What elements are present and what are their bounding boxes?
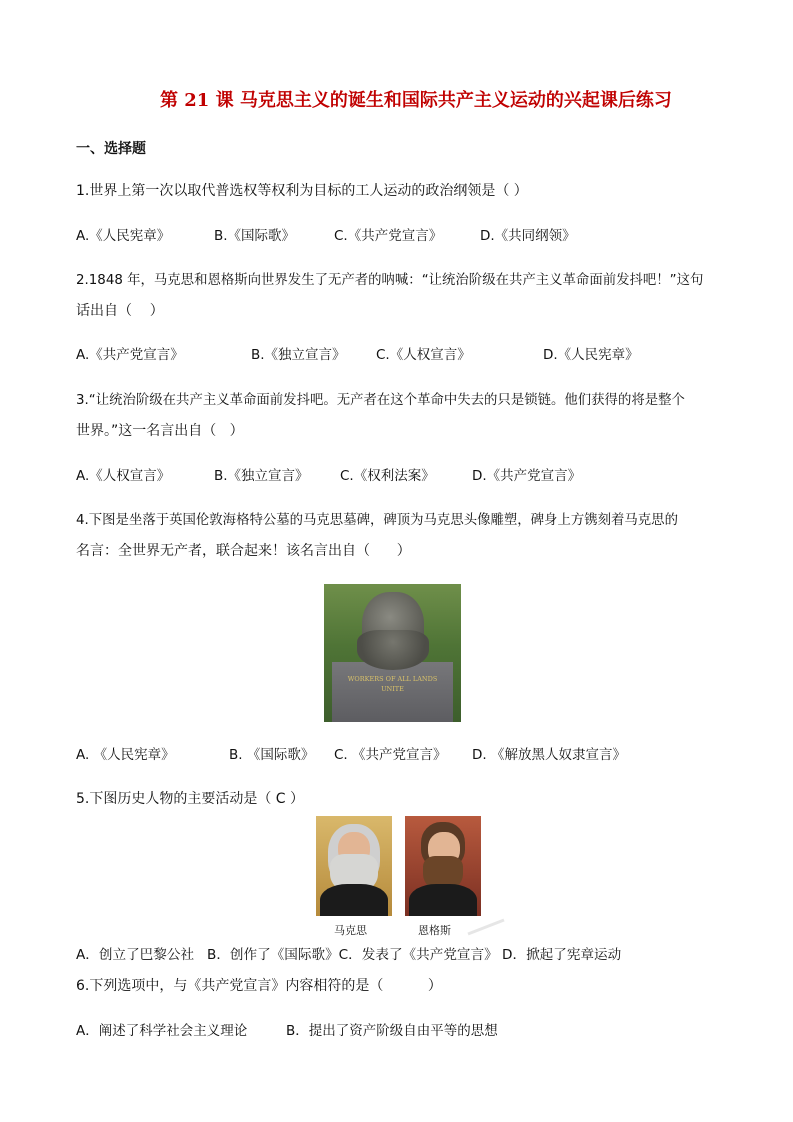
q3-option-c: C.《权利法案》 bbox=[340, 468, 435, 484]
corner-mark-icon bbox=[466, 916, 506, 936]
portrait-coat bbox=[320, 884, 388, 916]
question-4-stem-line1: 4.下图是坐落于英国伦敦海格特公墓的马克思墓碑，碑顶为马克思头像雕塑，碑身上方镌刻着马克思的 bbox=[76, 513, 678, 528]
marx-tomb-photo bbox=[324, 584, 461, 722]
page-title: 第 21 课 马克思主义的诞生和国际共产主义运动的兴起课后练习 bbox=[160, 90, 672, 111]
q2-option-a: A.《共产党宣言》 bbox=[76, 347, 184, 363]
question-2-stem-line1: 2.1848 年，马克思和恩格斯向世界发生了无产者的呐喊：“让统治阶级在共产主义革命面前发抖吧！”这句 bbox=[76, 273, 704, 288]
q6-option-a: A．阐述了科学社会主义理论 bbox=[76, 1023, 248, 1039]
marx-caption: 马克思 bbox=[334, 924, 367, 937]
portrait-coat bbox=[409, 884, 477, 916]
tomb-inscription-line1: WORKERS OF ALL LANDS bbox=[347, 675, 438, 683]
engels-portrait bbox=[405, 816, 481, 916]
q1-option-b: B.《国际歌》 bbox=[214, 228, 296, 244]
q3-option-d: D.《共产党宣言》 bbox=[472, 468, 582, 484]
q4-option-a: A. 《人民宪章》 bbox=[76, 747, 175, 763]
q3-option-b: B.《独立宣言》 bbox=[214, 468, 309, 484]
question-6-stem: 6.下列选项中，与《共产党宣言》内容相符的是（ ） bbox=[76, 978, 442, 994]
q1-option-d: D.《共同纲领》 bbox=[480, 228, 576, 244]
question-1-stem: 1.世界上第一次以取代普选权等权利为目标的工人运动的政治纲领是（ ） bbox=[76, 183, 528, 199]
question-4-stem-line2: 名言：全世界无产者，联合起来！该名言出自（ ） bbox=[76, 543, 411, 559]
question-3-stem-line2: 世界。”这一名言出自（ ） bbox=[76, 423, 244, 439]
q4-option-d: D. 《解放黑人奴隶宣言》 bbox=[472, 747, 626, 763]
q2-option-c: C.《人权宣言》 bbox=[376, 347, 471, 363]
q1-option-a: A.《人民宪章》 bbox=[76, 228, 171, 244]
question-3-stem-line1: 3.“让统治阶级在共产主义革命面前发抖吧。无产者在这个革命中失去的只是锁链。他们获得的将是整个 bbox=[76, 393, 685, 408]
q5-options: A．创立了巴黎公社 B．创作了《国际歌》C．发表了《共产党宣言》 D．掀起了宪章运动 bbox=[76, 947, 622, 963]
q1-option-c: C.《共产党宣言》 bbox=[334, 228, 443, 244]
q4-option-b: B. 《国际歌》 bbox=[229, 747, 315, 763]
q2-option-b: B.《独立宣言》 bbox=[251, 347, 346, 363]
tomb-inscription-line2: UNITE bbox=[381, 685, 404, 693]
q6-option-b: B．提出了资产阶级自由平等的思想 bbox=[286, 1023, 498, 1039]
q4-option-c: C. 《共产党宣言》 bbox=[334, 747, 447, 763]
question-2-stem-line2: 话出自（ ） bbox=[76, 303, 164, 319]
engels-caption: 恩格斯 bbox=[418, 924, 451, 937]
section-heading: 一、选择题 bbox=[76, 141, 146, 157]
bust-beard bbox=[357, 630, 429, 670]
question-5-stem: 5.下图历史人物的主要活动是（ C ） bbox=[76, 791, 305, 807]
marx-portrait bbox=[316, 816, 392, 916]
tomb-inscription bbox=[334, 674, 451, 694]
q2-option-d: D.《人民宪章》 bbox=[543, 347, 639, 363]
q3-option-a: A.《人权宣言》 bbox=[76, 468, 171, 484]
